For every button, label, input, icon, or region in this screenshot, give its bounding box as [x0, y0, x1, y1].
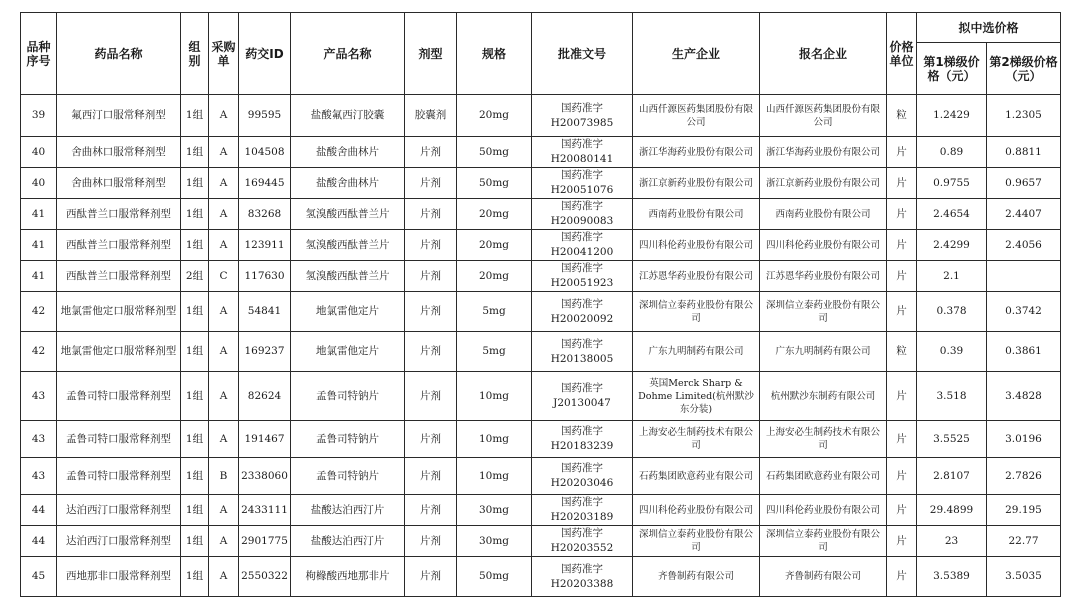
cell-tier1-price: 3.518	[917, 372, 987, 421]
cell-applicant: 广东九明制药有限公司	[760, 332, 887, 372]
cell-dosage-form: 片剂	[405, 199, 457, 230]
cell-dosage-form: 片剂	[405, 458, 457, 495]
cell-spec: 30mg	[457, 495, 532, 526]
table-row	[21, 261, 1061, 292]
cell-product-name: 枸橼酸西地那非片	[291, 557, 405, 597]
cell-applicant: 浙江华海药业股份有限公司	[760, 137, 887, 168]
cell-tier2-price: 2.7826	[987, 458, 1061, 495]
cell-product-name: 盐酸达泊西汀片	[291, 495, 405, 526]
cell-seq: 43	[21, 372, 57, 421]
cell-applicant: 西南药业股份有限公司	[760, 199, 887, 230]
cell-tier1-price: 0.39	[917, 332, 987, 372]
cell-seq: 40	[21, 168, 57, 199]
cell-seq: 43	[21, 458, 57, 495]
cell-approval: 国药准字H20051076	[532, 168, 633, 199]
cell-spec: 10mg	[457, 458, 532, 495]
cell-tier1-price: 23	[917, 526, 987, 557]
cell-approval: 国药准字H20203046	[532, 458, 633, 495]
cell-dosage-form: 胶囊剂	[405, 95, 457, 137]
cell-group: 1组	[181, 292, 209, 332]
cell-approval: 国药准字H20041200	[532, 230, 633, 261]
cell-group: 1组	[181, 526, 209, 557]
cell-approval: 国药准字H20020092	[532, 292, 633, 332]
cell-seq: 40	[21, 137, 57, 168]
header-manufacturer: 生产企业	[633, 13, 760, 95]
cell-applicant: 深圳信立泰药业股份有限公司	[760, 526, 887, 557]
header-spec: 规格	[457, 13, 532, 95]
cell-drug-name: 西酞普兰口服常释剂型	[57, 230, 181, 261]
cell-spec: 50mg	[457, 168, 532, 199]
header-price-unit: 价格单位	[887, 13, 917, 95]
cell-seq: 39	[21, 95, 57, 137]
table-row	[21, 332, 1061, 372]
cell-tier1-price: 29.4899	[917, 495, 987, 526]
cell-tier2-price: 2.4407	[987, 199, 1061, 230]
cell-tier1-price: 2.8107	[917, 458, 987, 495]
cell-manufacturer: 齐鲁制药有限公司	[633, 557, 760, 597]
cell-manufacturer: 西南药业股份有限公司	[633, 199, 760, 230]
cell-tier1-price: 2.4299	[917, 230, 987, 261]
header-product-name: 产品名称	[291, 13, 405, 95]
cell-applicant: 齐鲁制药有限公司	[760, 557, 887, 597]
table-body	[21, 95, 1061, 597]
table-row	[21, 137, 1061, 168]
price-table	[20, 12, 1061, 597]
cell-unit: 片	[887, 372, 917, 421]
cell-spec: 20mg	[457, 199, 532, 230]
cell-tier2-price: 0.3861	[987, 332, 1061, 372]
cell-drug-name: 西地那非口服常释剂型	[57, 557, 181, 597]
cell-manufacturer: 英国Merck Sharp & Dohme Limited(杭州默沙东分装)	[633, 372, 760, 421]
cell-group: 1组	[181, 332, 209, 372]
cell-spec: 10mg	[457, 372, 532, 421]
table-row	[21, 372, 1061, 421]
cell-drug-id: 83268	[239, 199, 291, 230]
cell-drug-name: 舍曲林口服常释剂型	[57, 137, 181, 168]
cell-tier1-price: 0.89	[917, 137, 987, 168]
cell-tier2-price: 0.3742	[987, 292, 1061, 332]
cell-drug-id: 104508	[239, 137, 291, 168]
cell-dosage-form: 片剂	[405, 495, 457, 526]
table-row	[21, 292, 1061, 332]
cell-purchase: A	[209, 421, 239, 458]
cell-approval: 国药准字H20203189	[532, 495, 633, 526]
cell-tier2-price: 29.195	[987, 495, 1061, 526]
cell-applicant: 四川科伦药业股份有限公司	[760, 230, 887, 261]
cell-drug-id: 169445	[239, 168, 291, 199]
table-row	[21, 495, 1061, 526]
cell-unit: 片	[887, 137, 917, 168]
header-drug-id: 药交ID	[239, 13, 291, 95]
cell-tier1-price: 1.2429	[917, 95, 987, 137]
cell-manufacturer: 四川科伦药业股份有限公司	[633, 230, 760, 261]
cell-dosage-form: 片剂	[405, 421, 457, 458]
table-row	[21, 526, 1061, 557]
cell-purchase: A	[209, 168, 239, 199]
cell-product-name: 盐酸舍曲林片	[291, 137, 405, 168]
cell-unit: 片	[887, 495, 917, 526]
cell-group: 1组	[181, 557, 209, 597]
cell-group: 1组	[181, 230, 209, 261]
cell-product-name: 盐酸氟西汀胶囊	[291, 95, 405, 137]
cell-dosage-form: 片剂	[405, 137, 457, 168]
header-approval: 批准文号	[532, 13, 633, 95]
cell-applicant: 浙江京新药业股份有限公司	[760, 168, 887, 199]
cell-unit: 片	[887, 421, 917, 458]
header-dosage-form: 剂型	[405, 13, 457, 95]
cell-seq: 45	[21, 557, 57, 597]
cell-dosage-form: 片剂	[405, 526, 457, 557]
cell-applicant: 杭州默沙东制药有限公司	[760, 372, 887, 421]
cell-seq: 41	[21, 261, 57, 292]
cell-purchase: A	[209, 292, 239, 332]
cell-approval: 国药准字H20183239	[532, 421, 633, 458]
cell-tier2-price: 22.77	[987, 526, 1061, 557]
cell-unit: 片	[887, 526, 917, 557]
cell-unit: 粒	[887, 95, 917, 137]
cell-spec: 5mg	[457, 332, 532, 372]
header-seq: 品种序号	[21, 13, 57, 95]
cell-purchase: A	[209, 95, 239, 137]
table-row	[21, 458, 1061, 495]
cell-tier2-price: 0.8811	[987, 137, 1061, 168]
cell-seq: 43	[21, 421, 57, 458]
cell-dosage-form: 片剂	[405, 230, 457, 261]
cell-purchase: A	[209, 230, 239, 261]
cell-manufacturer: 广东九明制药有限公司	[633, 332, 760, 372]
cell-group: 1组	[181, 199, 209, 230]
cell-dosage-form: 片剂	[405, 292, 457, 332]
cell-manufacturer: 四川科伦药业股份有限公司	[633, 495, 760, 526]
cell-product-name: 孟鲁司特钠片	[291, 458, 405, 495]
cell-product-name: 地氯雷他定片	[291, 292, 405, 332]
cell-group: 1组	[181, 137, 209, 168]
cell-purchase: A	[209, 137, 239, 168]
table-row	[21, 95, 1061, 137]
cell-drug-name: 孟鲁司特口服常释剂型	[57, 372, 181, 421]
cell-tier2-price: 0.9657	[987, 168, 1061, 199]
cell-seq: 41	[21, 199, 57, 230]
cell-drug-id: 169237	[239, 332, 291, 372]
header-group: 组别	[181, 13, 209, 95]
cell-group: 1组	[181, 458, 209, 495]
cell-unit: 片	[887, 168, 917, 199]
cell-unit: 片	[887, 458, 917, 495]
cell-seq: 42	[21, 332, 57, 372]
cell-spec: 50mg	[457, 557, 532, 597]
cell-product-name: 盐酸舍曲林片	[291, 168, 405, 199]
cell-product-name: 氢溴酸西酞普兰片	[291, 199, 405, 230]
table-row	[21, 230, 1061, 261]
cell-manufacturer: 上海安必生制药技术有限公司	[633, 421, 760, 458]
cell-drug-name: 孟鲁司特口服常释剂型	[57, 421, 181, 458]
cell-drug-name: 西酞普兰口服常释剂型	[57, 261, 181, 292]
cell-approval: 国药准字H20051923	[532, 261, 633, 292]
cell-applicant: 四川科伦药业股份有限公司	[760, 495, 887, 526]
cell-spec: 20mg	[457, 230, 532, 261]
cell-manufacturer: 深圳信立泰药业股份有限公司	[633, 526, 760, 557]
cell-approval: 国药准字H20138005	[532, 332, 633, 372]
cell-tier2-price: 3.0196	[987, 421, 1061, 458]
cell-purchase: A	[209, 557, 239, 597]
cell-applicant: 江苏恩华药业股份有限公司	[760, 261, 887, 292]
cell-dosage-form: 片剂	[405, 332, 457, 372]
cell-manufacturer: 石药集团欧意药业有限公司	[633, 458, 760, 495]
header-purchase: 采购单	[209, 13, 239, 95]
price-table-container	[20, 12, 1060, 597]
cell-seq: 42	[21, 292, 57, 332]
table-row	[21, 421, 1061, 458]
cell-tier2-price: 1.2305	[987, 95, 1061, 137]
cell-manufacturer: 浙江京新药业股份有限公司	[633, 168, 760, 199]
cell-seq: 44	[21, 526, 57, 557]
cell-group: 2组	[181, 261, 209, 292]
header-tier1: 第1梯级价格（元）	[917, 43, 987, 95]
cell-drug-id: 123911	[239, 230, 291, 261]
cell-drug-id: 191467	[239, 421, 291, 458]
cell-group: 1组	[181, 168, 209, 199]
cell-spec: 10mg	[457, 421, 532, 458]
cell-manufacturer: 浙江华海药业股份有限公司	[633, 137, 760, 168]
cell-drug-id: 82624	[239, 372, 291, 421]
cell-spec: 50mg	[457, 137, 532, 168]
cell-tier1-price: 2.4654	[917, 199, 987, 230]
cell-unit: 片	[887, 292, 917, 332]
cell-product-name: 盐酸达泊西汀片	[291, 526, 405, 557]
cell-dosage-form: 片剂	[405, 372, 457, 421]
cell-seq: 41	[21, 230, 57, 261]
cell-drug-id: 54841	[239, 292, 291, 332]
header-tier2: 第2梯级价格（元）	[987, 43, 1061, 95]
cell-product-name: 孟鲁司特钠片	[291, 421, 405, 458]
header-applicant: 报名企业	[760, 13, 887, 95]
header-row-1	[21, 13, 1061, 43]
cell-manufacturer: 深圳信立泰药业股份有限公司	[633, 292, 760, 332]
cell-dosage-form: 片剂	[405, 261, 457, 292]
cell-unit: 片	[887, 230, 917, 261]
cell-product-name: 氢溴酸西酞普兰片	[291, 261, 405, 292]
cell-tier1-price: 2.1	[917, 261, 987, 292]
header-proposed-price: 拟中选价格	[917, 13, 1061, 43]
cell-drug-name: 地氯雷他定口服常释剂型	[57, 332, 181, 372]
table-row	[21, 199, 1061, 230]
cell-tier1-price: 0.378	[917, 292, 987, 332]
cell-drug-name: 达泊西汀口服常释剂型	[57, 526, 181, 557]
cell-group: 1组	[181, 372, 209, 421]
cell-purchase: C	[209, 261, 239, 292]
cell-product-name: 地氯雷他定片	[291, 332, 405, 372]
cell-applicant: 上海安必生制药技术有限公司	[760, 421, 887, 458]
cell-drug-id: 2550322	[239, 557, 291, 597]
cell-tier1-price: 3.5389	[917, 557, 987, 597]
cell-unit: 片	[887, 261, 917, 292]
cell-unit: 片	[887, 557, 917, 597]
cell-approval: 国药准字H20203388	[532, 557, 633, 597]
cell-seq: 44	[21, 495, 57, 526]
cell-manufacturer: 江苏恩华药业股份有限公司	[633, 261, 760, 292]
cell-drug-name: 孟鲁司特口服常释剂型	[57, 458, 181, 495]
table-row	[21, 557, 1061, 597]
cell-drug-name: 西酞普兰口服常释剂型	[57, 199, 181, 230]
cell-drug-id: 2901775	[239, 526, 291, 557]
cell-applicant: 石药集团欧意药业有限公司	[760, 458, 887, 495]
cell-drug-name: 舍曲林口服常释剂型	[57, 168, 181, 199]
cell-spec: 5mg	[457, 292, 532, 332]
cell-purchase: A	[209, 372, 239, 421]
cell-tier2-price: 2.4056	[987, 230, 1061, 261]
cell-tier1-price: 3.5525	[917, 421, 987, 458]
cell-group: 1组	[181, 495, 209, 526]
cell-purchase: A	[209, 332, 239, 372]
cell-drug-name: 达泊西汀口服常释剂型	[57, 495, 181, 526]
cell-tier2-price: 3.4828	[987, 372, 1061, 421]
cell-applicant: 深圳信立泰药业股份有限公司	[760, 292, 887, 332]
cell-spec: 30mg	[457, 526, 532, 557]
cell-group: 1组	[181, 421, 209, 458]
cell-spec: 20mg	[457, 261, 532, 292]
cell-unit: 片	[887, 199, 917, 230]
cell-approval: 国药准字J20130047	[532, 372, 633, 421]
cell-applicant: 山西仟源医药集团股份有限公司	[760, 95, 887, 137]
cell-purchase: A	[209, 495, 239, 526]
header-drug-name: 药品名称	[57, 13, 181, 95]
cell-approval: 国药准字H20073985	[532, 95, 633, 137]
cell-group: 1组	[181, 95, 209, 137]
cell-drug-name: 氟西汀口服常释剂型	[57, 95, 181, 137]
cell-purchase: B	[209, 458, 239, 495]
cell-approval: 国药准字H20090083	[532, 199, 633, 230]
cell-drug-id: 2433111	[239, 495, 291, 526]
cell-tier2-price: 3.5035	[987, 557, 1061, 597]
cell-dosage-form: 片剂	[405, 557, 457, 597]
cell-unit: 粒	[887, 332, 917, 372]
cell-drug-id: 99595	[239, 95, 291, 137]
cell-drug-id: 2338060	[239, 458, 291, 495]
cell-purchase: A	[209, 199, 239, 230]
cell-product-name: 孟鲁司特钠片	[291, 372, 405, 421]
cell-spec: 20mg	[457, 95, 532, 137]
cell-tier1-price: 0.9755	[917, 168, 987, 199]
cell-drug-name: 地氯雷他定口服常释剂型	[57, 292, 181, 332]
cell-tier2-price	[987, 261, 1061, 292]
cell-dosage-form: 片剂	[405, 168, 457, 199]
cell-approval: 国药准字H20080141	[532, 137, 633, 168]
cell-approval: 国药准字H20203552	[532, 526, 633, 557]
cell-drug-id: 117630	[239, 261, 291, 292]
cell-purchase: A	[209, 526, 239, 557]
cell-manufacturer: 山西仟源医药集团股份有限公司	[633, 95, 760, 137]
table-row	[21, 168, 1061, 199]
cell-product-name: 氢溴酸西酞普兰片	[291, 230, 405, 261]
